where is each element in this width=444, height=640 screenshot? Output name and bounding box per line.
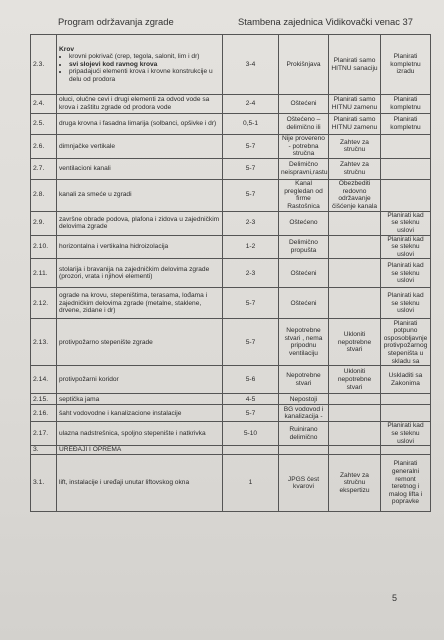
row-state: Oštećeni	[279, 288, 329, 319]
row-period: 5-7	[223, 135, 279, 159]
row-period: 2-3	[223, 211, 279, 235]
row-state: Kanal pregledan od firme Rastošnica	[279, 179, 329, 211]
row-description	[57, 288, 223, 319]
row-period: 4-5	[223, 394, 279, 405]
row-measure	[329, 288, 381, 319]
row-period: 5-7	[223, 179, 279, 211]
row-description	[57, 179, 223, 211]
description-text: lift, instalacije i uređaji unutar liftovskog okna	[59, 479, 190, 487]
row-measure	[329, 211, 381, 235]
row-period: 5-10	[223, 422, 279, 446]
description-text: protivpožarni koridor	[59, 376, 119, 384]
header-right-title: Stambena zajednica Vidikovački venac 37	[238, 16, 413, 27]
row-description	[57, 135, 223, 159]
description-text: šaht vodovodne i kanalizacione instalacije	[59, 409, 182, 417]
row-state: Delimično propušta	[279, 235, 329, 259]
table-row	[31, 455, 431, 512]
description-text: horizontalna i vertikalna hidroizolacija	[59, 243, 169, 251]
table-row	[31, 366, 431, 394]
row-period: 5-7	[223, 288, 279, 319]
row-number: 3.	[31, 446, 57, 455]
row-number: 2.8.	[31, 179, 57, 211]
row-plan	[381, 135, 431, 159]
description-text: protivpožarno stepenište zgrade	[59, 338, 153, 346]
header-left-title: Program održavanja zgrade	[58, 16, 174, 27]
description-text: druga krovna i fasadna limarija (solbanci, opšivke i dr)	[59, 120, 217, 128]
row-number: 2.10.	[31, 235, 57, 259]
row-state: Nepostoji	[279, 394, 329, 405]
row-measure: Zahtev za stručnu ekspertizu	[329, 455, 381, 512]
row-number: 2.15.	[31, 394, 57, 405]
row-number: 2.11.	[31, 259, 57, 288]
description-text: dimnjačke vertikale	[59, 142, 116, 150]
row-measure	[329, 394, 381, 405]
row-number: 2.16.	[31, 405, 57, 422]
row-description	[57, 95, 223, 114]
row-description	[57, 35, 223, 95]
row-period: 0,5-1	[223, 114, 279, 135]
row-plan: Planirati generalni remont teretnog i malog lifta i popravke	[381, 455, 431, 512]
row-state: JPGS čest kvarovi	[279, 455, 329, 512]
table-row	[31, 394, 431, 405]
row-number: 2.3.	[31, 35, 57, 95]
row-measure: Planirati samo HITNU zamenu	[329, 95, 381, 114]
maintenance-table	[30, 34, 431, 512]
row-plan	[381, 179, 431, 211]
row-measure	[329, 259, 381, 288]
table-row	[31, 319, 431, 366]
table-row	[31, 446, 431, 455]
row-state	[279, 446, 329, 455]
row-plan: Planirati kad se steknu uslovi	[381, 259, 431, 288]
description-text: kanali za smeće u zgradi	[59, 191, 132, 199]
row-measure	[329, 235, 381, 259]
row-state: Delimično neispravni,rastu	[279, 158, 329, 179]
description-text: stolarija i bravanija na zajedničkim delovima zgrade (prozori, vrata i njihovi elementi)	[59, 265, 210, 281]
row-number: 2.13.	[31, 319, 57, 366]
row-plan	[381, 158, 431, 179]
description-text: ulazna nadstrešnica, spoljno stepenište i natkrivka	[59, 429, 206, 437]
table-row	[31, 35, 431, 95]
table-row	[31, 114, 431, 135]
row-description	[57, 259, 223, 288]
row-number: 3.1.	[31, 455, 57, 512]
row-period: 5-7	[223, 405, 279, 422]
row-measure: Zahtev za stručnu	[329, 158, 381, 179]
row-state: Oštećeni	[279, 259, 329, 288]
description-list	[59, 53, 220, 83]
row-measure	[329, 422, 381, 446]
row-state: Oštećeni	[279, 95, 329, 114]
row-period: 1	[223, 455, 279, 512]
row-number: 2.6.	[31, 135, 57, 159]
row-description	[57, 422, 223, 446]
row-state: Nepotrebne stvari , nema pripodnu ventilaciju	[279, 319, 329, 366]
row-state: Nepotrebne stvari	[279, 366, 329, 394]
row-state: BG vodovod i kanalizacija -	[279, 405, 329, 422]
row-measure: Obezbediti redovno održavanje čišćenje kanala	[329, 179, 381, 211]
row-description	[57, 211, 223, 235]
row-period: 5-7	[223, 158, 279, 179]
row-description	[57, 235, 223, 259]
row-period	[223, 446, 279, 455]
row-period: 3-4	[223, 35, 279, 95]
row-state: Oštećeno – delimično ili	[279, 114, 329, 135]
row-description	[57, 366, 223, 394]
description-text: ventilacioni kanali	[59, 164, 111, 172]
description-text: završne obrade podova, plafona i zidova u zajedničkim delovima zgrade	[59, 215, 220, 231]
row-measure	[329, 446, 381, 455]
row-period: 5-6	[223, 366, 279, 394]
table-row	[31, 259, 431, 288]
description-item: • svi slojevi kod ravnog krova	[69, 61, 220, 69]
row-description	[57, 446, 223, 455]
description-text: ograde na krovu, stepeništima, terasama, lođama i zajedničkim delovima zgrade (metalne, staklene, drvene, zidane i dr)	[59, 291, 208, 315]
row-plan: Planirati kompletnu	[381, 114, 431, 135]
row-state: Nije provereno - potrebna stručna	[279, 135, 329, 159]
row-plan: Planirati kad se steknu uslovi	[381, 422, 431, 446]
table-row	[31, 405, 431, 422]
table-row	[31, 235, 431, 259]
row-description	[57, 319, 223, 366]
row-description	[57, 405, 223, 422]
page-number: 5	[392, 593, 398, 603]
description-text: septička jama	[59, 395, 100, 403]
row-number: 2.17.	[31, 422, 57, 446]
description-text: UREĐAJI I OPREMA	[59, 446, 122, 454]
table-row	[31, 179, 431, 211]
row-number: 2.14.	[31, 366, 57, 394]
row-period: 5-7	[223, 319, 279, 366]
description-item: • pripadajući elementi krova i krovne konstrukcije u delu od prodora	[69, 68, 220, 83]
row-plan	[381, 446, 431, 455]
row-plan: Planirati kad se steknu uslovi	[381, 235, 431, 259]
row-plan: Planirati kompletnu	[381, 95, 431, 114]
row-plan: Uskladiti sa Zakonima	[381, 366, 431, 394]
table-row	[31, 158, 431, 179]
row-measure: Planirati samo HITNU zamenu	[329, 114, 381, 135]
table-row	[31, 211, 431, 235]
row-period: 2-3	[223, 259, 279, 288]
row-state: Prokišnjava	[279, 35, 329, 95]
row-number: 2.7.	[31, 158, 57, 179]
row-measure: Planirati samo HITNU sanaciju	[329, 35, 381, 95]
row-period: 1-2	[223, 235, 279, 259]
description-item: • krovni pokrivač (crep, tegola, salonit, lim i dr)	[69, 53, 220, 61]
table-row	[31, 95, 431, 114]
row-measure: Ukloniti nepotrebne stvari	[329, 319, 381, 366]
row-plan: Planirati kad se steknu uslovi	[381, 288, 431, 319]
description-text: oluci, olučne cevi i drugi elementi za odvod vode sa krova i zaštitu zgrade od prodora vode	[59, 96, 210, 111]
row-number: 2.5.	[31, 114, 57, 135]
table-row	[31, 288, 431, 319]
row-description	[57, 158, 223, 179]
row-number: 2.4.	[31, 95, 57, 114]
table-row	[31, 422, 431, 446]
row-state: Ruinirano delimično	[279, 422, 329, 446]
row-number: 2.12.	[31, 288, 57, 319]
row-plan: Planirati potpuno osposobljavnje protivpožarnog stepeništa u skladu sa	[381, 319, 431, 366]
row-measure: Ukloniti nepotrebne stvari	[329, 366, 381, 394]
row-measure: Zahtev za stručnu	[329, 135, 381, 159]
row-state: Oštećeno	[279, 211, 329, 235]
row-description	[57, 114, 223, 135]
row-description	[57, 394, 223, 405]
row-title: Krov	[59, 45, 75, 53]
table-row	[31, 135, 431, 159]
row-measure	[329, 405, 381, 422]
row-description	[57, 455, 223, 512]
row-number: 2.9.	[31, 211, 57, 235]
row-plan: Planirati kompletnu izradu	[381, 35, 431, 95]
row-plan	[381, 405, 431, 422]
row-plan: Planirati kad se steknu uslovi	[381, 211, 431, 235]
row-plan	[381, 394, 431, 405]
row-period: 2-4	[223, 95, 279, 114]
